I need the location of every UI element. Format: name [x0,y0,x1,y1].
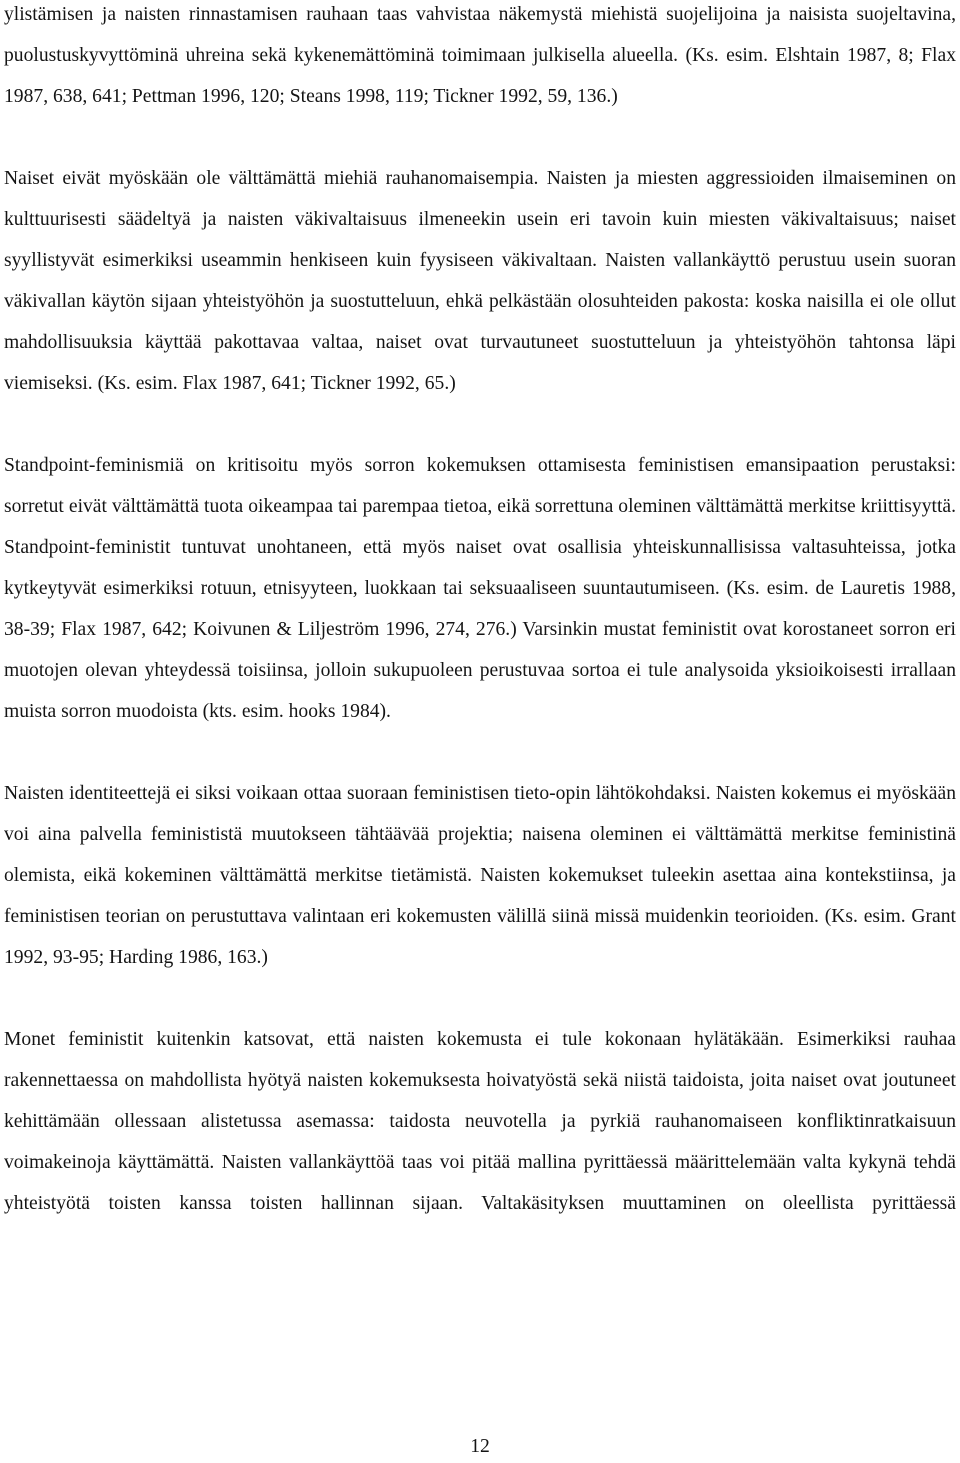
paragraph-4: Naisten identiteettejä ei siksi voikaan ottaa suoraan feministisen tieto-opin lähtökohdaksi. Naisten kokemus ei myöskään voi aina palvella feminististä muutokseen tähtäävää projektia; naisena oleminen ei välttämättä merkitse feministinä olemista, eikä kokeminen välttämättä merkitse tietämistä. Naisten kokemukset tuleekin asettaa aina kontekstiinsa, ja feministisen teorian on perustuttava valintaan eri kokemusten välillä siinä missä muidenkin teorioiden. (Ks. esim. Grant 1992, 93-95; Harding 1986, 163.) [4,783,956,968]
paragraph-2: Naiset eivät myöskään ole välttämättä miehiä rauhanomaisempia. Naisten ja miesten aggressioiden ilmaiseminen on kulttuurisesti säädeltyä ja naisten väkivaltaisuus ilmeneekin usein eri tavoin kuin miesten väkivaltaisuus; naiset syyllistyvät esimerkiksi useammin henkiseen kuin fyysiseen väkivaltaan. Naisten vallankäyttö perustuu usein suoran väkivallan käytön sijaan yhteistyöhön ja suostutteluun, ehkä pelkästään olosuhteiden pakosta: koska naisilla ei ole ollut mahdollisuuksia käyttää pakottavaa valtaa, naiset ovat turvautuneet suostutteluun ja yhteistyöhön tahtonsa läpi viemiseksi. (Ks. esim. Flax 1987, 641; Tickner 1992, 65.) [4,168,956,394]
paragraph-1: ylistämisen ja naisten rinnastamisen rauhaan taas vahvistaa näkemystä miehistä suojelijoina ja naisista suojeltavina, puolustuskyvyttöminä uhreina sekä kykenemättöminä toimimaan julkisella alueella. (Ks. esim. Elshtain 1987, 8; Flax 1987, 638, 641; Pettman 1996, 120; Steans 1998, 119; Tickner 1992, 59, 136.) [4,4,956,107]
page-number: 12 [470,1436,490,1457]
paragraph-5: Monet feministit kuitenkin katsovat, että naisten kokemusta ei tule kokonaan hylätäkään. Esimerkiksi rauhaa rakennettaessa on mahdollista hyötyä naisten kokemuksesta hoivatyöstä sekä niistä taidoista, joita naiset ovat joutuneet kehittämään ollessaan alistetussa asemassa: taidosta neuvotella ja pyrkiä rauhanomaiseen konfliktinratkaisuun voimakeinoja käyttämättä. Naisten vallankäyttöä taas voi pitää mallina pyrittäessä määrittelemään valta kykynä tehdä yhteistyötä toisten kanssa toisten hallinnan sijaan. Valtakäsityksen muuttaminen on oleellista pyrittäessä [4,1029,956,1214]
paragraph-3: Standpoint-feminismiä on kritisoitu myös sorron kokemuksen ottamisesta feministisen emansipaation perustaksi: sorretut eivät välttämättä tuota oikeampaa tai parempaa tietoa, eikä sorrettuna oleminen välttämättä merkitse kriittisyyttä. Standpoint-feministit tuntuvat unohtaneen, että myös naiset ovat osallisia yhteiskunnallisissa valtasuhteissa, jotka kytkeytyvät esimerkiksi rotuun, etnisyyteen, luokkaan tai seksuaaliseen suuntautumiseen. (Ks. esim. de Lauretis 1988, 38-39; Flax 1987, 642; Koivunen & Liljeström 1996, 274, 276.) Varsinkin mustat feministit ovat korostaneet sorron eri muotojen olevan yhteydessä toisiinsa, jolloin sukupuoleen perustuvaa sortoa ei tule analysoida yksioikoisesti irrallaan muista sorron muodoista (kts. esim. hooks 1984). [4,455,956,722]
